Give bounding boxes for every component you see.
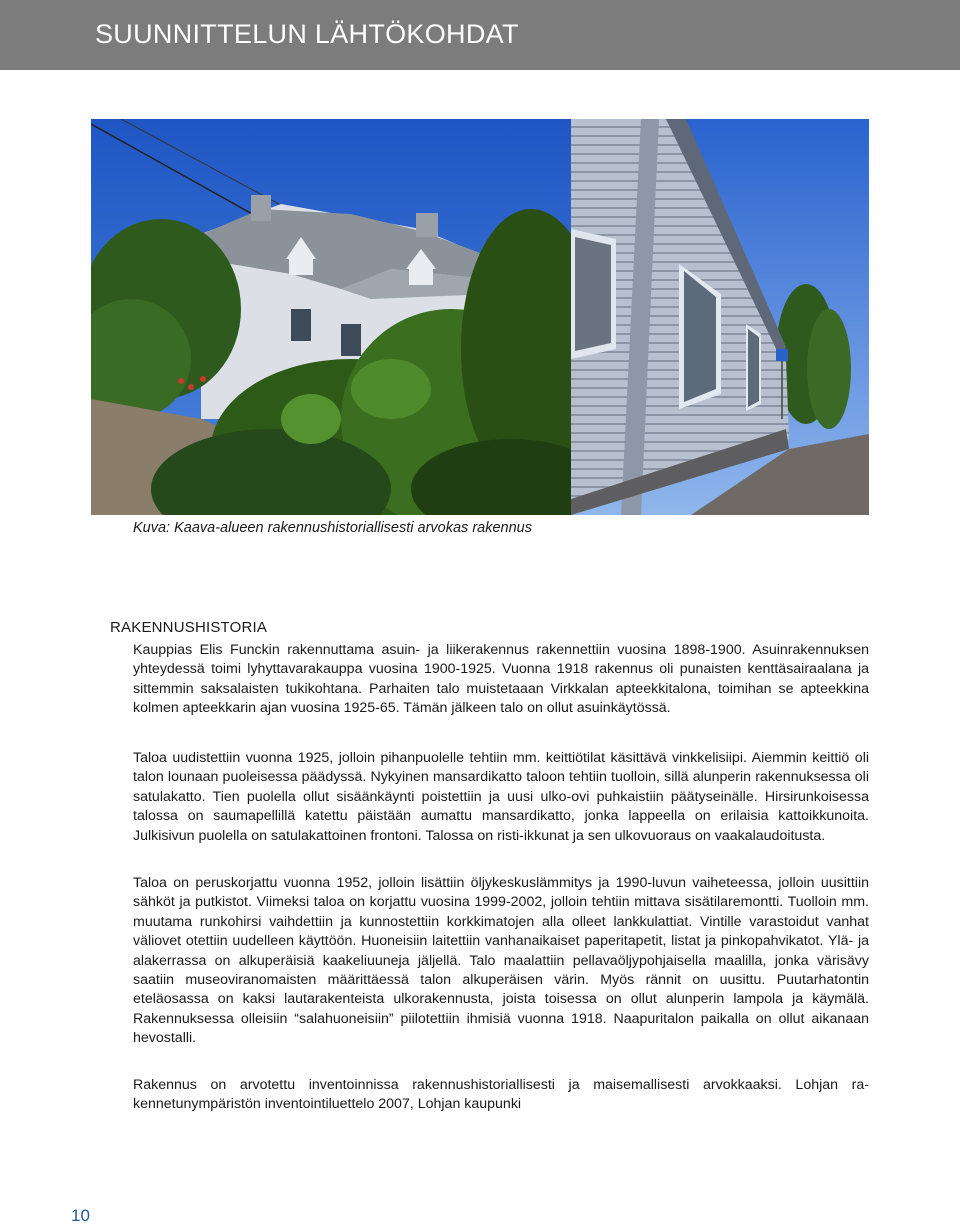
paragraph-history: Kauppias Elis Funckin rakennuttama asuin- ja liikerakennus rakennettiin vuosina 1898-1900. Asuinrakennuksen yhteydessä toimi lyhyttavarakauppa vuosina 1900-1925. Vuonna 1918 rakennus oli punaisten kenttäsairaalana ja sittemmin saksalaisten tukikohtana. Parhaiten talo muistetaaan Virkkalan apteekkitalona, toimihan se apteekkina kolmen apteekkarin ajan vuosina 1925-65. Tämän jälkeen talo on ollut asuinkäytössä. — [133, 642, 869, 717]
house-facade-illustration — [571, 119, 869, 515]
paragraph-renovation-1952: Taloa on peruskorjattu vuonna 1952, jolloin lisättiin öljykeskuslämmitys ja 1990-luvun vaiheteessa, jolloin uusittiin sähköt ja putkistot. Viimeksi taloa on korjattu vuosina 1999-2002, jolloin tehtiin mittava sisätilaremontti. Tuolloin mm. muutama runkohirsi vaihdettiin ja kunnostettiin korkkimatojen alla olleet lankkulattiat. Vintille varastoidut vanhat väliovet otettiin uudelleen käyttöön. Huoneisiin laitettiin vanhanaikaiset paperitapetit, listat ja pinkopahvikatot. Ylä- ja alakerrassa on alkuperäisiä kaakeliuuneja jäljellä. Talo maalattiin pellavaöljypohjaisella maalilla, jonka värisävy saatiin museoviranomaisten määrittäessä talon alkuperäisen värin. Myös rännit on uusittu. Puutarhatontin eteläosassa on kaksi lautarakenteista ulkorakennusta, joista toisessa on ollut alunperin lampola ja käymälä. Rakennuksessa olleisiin “salahuoneisiin” piilotettiin ihmisiä vuonna 1918. Naapuritalon paikalla on ollut aikanaan hevostalli. — [133, 875, 869, 1047]
header-bar — [0, 0, 960, 70]
paragraph-renovation-1925: Taloa uudistettiin vuonna 1925, jolloin pihanpuolelle tehtiin mm. keittiötilat käsittävä vinkkelisiipi. Aiemmin keittiö oli talon lounaan puoleisessa päädyssä. Nykyinen mansardikatto taloon tehtiin tuolloin, sillä alunperin rakennuksessa oli satulakatto. Tien puolella ollut sisäänkäynti poistettiin ja uusi ulko-ovi puhkaistiin päätyseinälle. Hirsirunkoisessa talossa on saumapellillä katettu päistään aumattu mansardikatto, jonka lappeella on erilaisia kattoikkunoita. Julkisivun puolella on satulakattoinen frontoni. Talossa on risti-ikkunat ja sen ulkovuoraus on vaakalaudoitusta. — [133, 750, 869, 844]
house-garden-illustration — [91, 119, 571, 515]
figure-caption: Kuva: Kaava-alueen rakennushistoriallisesti arvokas rakennus — [133, 520, 532, 536]
paragraph-inventory: Rakennus on arvotettu inventoinnissa rakennushistoriallisesti ja maisemallisesti arvokkaaksi. Lohjan rakennetunympäristön inventointiluettelo 2007, Lohjan kaupunki — [133, 1077, 869, 1113]
house-photo-garden-view — [91, 119, 571, 515]
house-photo-street-facade — [571, 119, 869, 515]
page-number: 10 — [71, 1206, 90, 1224]
page-title: SUUNNITTELUN LÄHTÖKOHDAT — [95, 19, 519, 49]
section-heading: RAKENNUSHISTORIA — [110, 619, 268, 636]
